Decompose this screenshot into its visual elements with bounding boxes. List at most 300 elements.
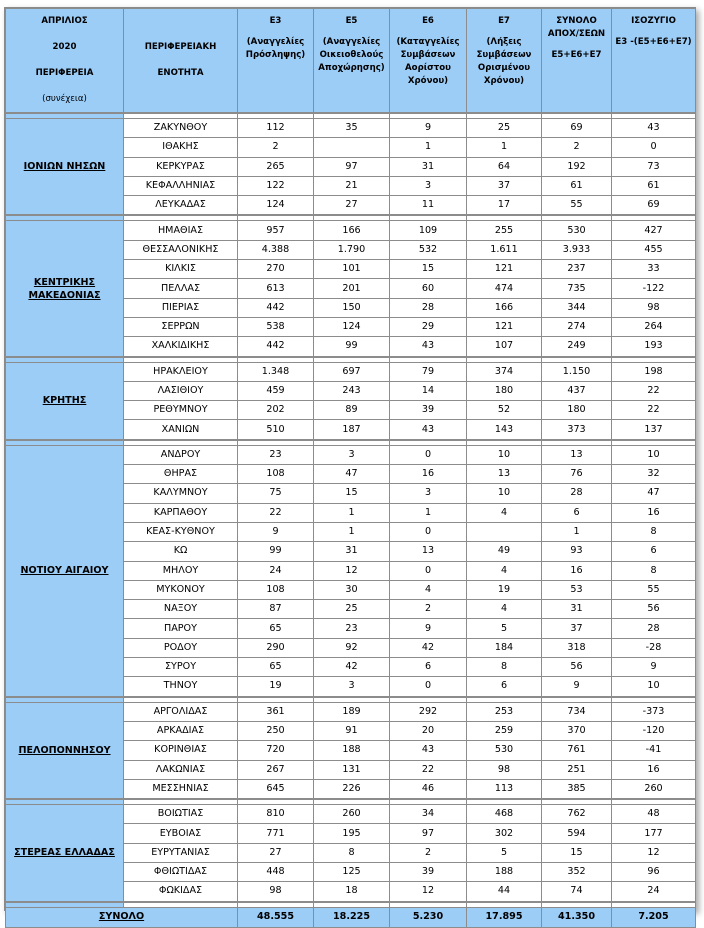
value-cell: 24 bbox=[612, 882, 696, 902]
value-cell: 27 bbox=[314, 196, 390, 216]
value-cell: 21 bbox=[314, 176, 390, 195]
value-cell: 121 bbox=[467, 260, 542, 279]
value-cell: 98 bbox=[612, 298, 696, 317]
value-cell: 31 bbox=[390, 157, 467, 176]
value-cell: 53 bbox=[542, 580, 612, 599]
value-cell: 99 bbox=[238, 542, 314, 561]
header-continued: (συνέχεια) bbox=[42, 94, 87, 104]
value-cell: 255 bbox=[467, 221, 542, 240]
value-cell: 532 bbox=[390, 240, 467, 259]
value-cell: 250 bbox=[238, 721, 314, 740]
regional-unit-cell: ΚΑΡΠΑΘΟΥ bbox=[124, 503, 238, 522]
header-e5-line3: Αποχώρησης) bbox=[318, 63, 385, 73]
value-cell: 65 bbox=[238, 619, 314, 638]
regional-unit-cell: ΛΑΣΙΘΙΟΥ bbox=[124, 381, 238, 400]
value-cell: 97 bbox=[390, 824, 467, 843]
value-cell: 180 bbox=[467, 381, 542, 400]
value-cell: 61 bbox=[542, 176, 612, 195]
value-cell: 260 bbox=[612, 779, 696, 799]
total-value-cell: 17.895 bbox=[467, 907, 542, 927]
value-cell: 3.933 bbox=[542, 240, 612, 259]
value-cell: 10 bbox=[467, 445, 542, 464]
value-cell: 1 bbox=[314, 503, 390, 522]
value-cell: 13 bbox=[467, 465, 542, 484]
header-e7-line3: Ορισμένου bbox=[477, 63, 531, 73]
value-cell: 292 bbox=[390, 702, 467, 721]
value-cell: 43 bbox=[390, 420, 467, 440]
value-cell: 124 bbox=[238, 196, 314, 216]
value-cell: 19 bbox=[467, 580, 542, 599]
value-cell: 52 bbox=[467, 401, 542, 420]
value-cell: 97 bbox=[314, 157, 390, 176]
value-cell: 24 bbox=[238, 561, 314, 580]
value-cell: -373 bbox=[612, 702, 696, 721]
value-cell: 91 bbox=[314, 721, 390, 740]
regional-unit-cell: ΑΡΓΟΛΙΔΑΣ bbox=[124, 702, 238, 721]
value-cell: 226 bbox=[314, 779, 390, 799]
value-cell: 13 bbox=[390, 542, 467, 561]
value-cell: 121 bbox=[467, 317, 542, 336]
header-e6-line2: Συμβάσεων bbox=[400, 50, 456, 60]
value-cell: 538 bbox=[238, 317, 314, 336]
value-cell: 22 bbox=[390, 760, 467, 779]
value-cell: 39 bbox=[390, 862, 467, 881]
value-cell: 771 bbox=[238, 824, 314, 843]
value-cell: 259 bbox=[467, 721, 542, 740]
value-cell: 6 bbox=[612, 542, 696, 561]
value-cell: 370 bbox=[542, 721, 612, 740]
value-cell: 17 bbox=[467, 196, 542, 216]
value-cell: 74 bbox=[542, 882, 612, 902]
regional-unit-cell: ΣΕΡΡΩΝ bbox=[124, 317, 238, 336]
value-cell: 468 bbox=[467, 805, 542, 824]
value-cell: 99 bbox=[314, 337, 390, 357]
regional-unit-cell: ΚΟΡΙΝΘΙΑΣ bbox=[124, 741, 238, 760]
value-cell: 75 bbox=[238, 484, 314, 503]
header-e7-line4: Χρόνου) bbox=[483, 76, 525, 86]
header-total-line3: Ε5+Ε6+Ε7 bbox=[551, 50, 602, 60]
value-cell: 302 bbox=[467, 824, 542, 843]
header-balance bbox=[612, 9, 696, 114]
regional-unit-cell: ΗΡΑΚΛΕΙΟΥ bbox=[124, 362, 238, 381]
header-regional-unit bbox=[124, 9, 238, 114]
value-cell: 645 bbox=[238, 779, 314, 799]
regional-unit-cell: ΚΙΛΚΙΣ bbox=[124, 260, 238, 279]
value-cell: 6 bbox=[467, 677, 542, 697]
value-cell: 10 bbox=[612, 445, 696, 464]
regional-unit-cell: ΦΩΚΙΔΑΣ bbox=[124, 882, 238, 902]
value-cell: 8 bbox=[314, 843, 390, 862]
value-cell: 177 bbox=[612, 824, 696, 843]
value-cell: -41 bbox=[612, 741, 696, 760]
total-label: ΣΥΝΟΛΟ bbox=[6, 907, 238, 927]
value-cell: 270 bbox=[238, 260, 314, 279]
total-value-cell: 41.350 bbox=[542, 907, 612, 927]
value-cell: 43 bbox=[612, 119, 696, 138]
header-e5-line1: (Αναγγελίες bbox=[322, 37, 381, 47]
value-cell: 55 bbox=[542, 196, 612, 216]
value-cell: 6 bbox=[390, 658, 467, 677]
value-cell: 0 bbox=[390, 445, 467, 464]
value-cell: 101 bbox=[314, 260, 390, 279]
value-cell: 1 bbox=[542, 522, 612, 541]
value-cell: 92 bbox=[314, 638, 390, 657]
value-cell: 9 bbox=[238, 522, 314, 541]
value-cell: 49 bbox=[467, 542, 542, 561]
value-cell: 42 bbox=[314, 658, 390, 677]
value-cell: 1.790 bbox=[314, 240, 390, 259]
value-cell: 1.150 bbox=[542, 362, 612, 381]
value-cell: 594 bbox=[542, 824, 612, 843]
header-e7 bbox=[467, 9, 542, 114]
value-cell: 12 bbox=[612, 843, 696, 862]
value-cell: 318 bbox=[542, 638, 612, 657]
header-e6-line3: Αορίστου bbox=[405, 63, 451, 73]
value-cell: 264 bbox=[612, 317, 696, 336]
value-cell: 957 bbox=[238, 221, 314, 240]
value-cell: 79 bbox=[390, 362, 467, 381]
header-e3-line1: (Αναγγελίες bbox=[246, 37, 305, 47]
region-name-cell: ΠΕΛΟΠΟΝΝΗΣΟΥ bbox=[6, 702, 124, 799]
value-cell: 98 bbox=[238, 882, 314, 902]
employment-flows-table bbox=[5, 8, 696, 928]
regional-unit-cell: ΣΥΡΟΥ bbox=[124, 658, 238, 677]
value-cell: 32 bbox=[612, 465, 696, 484]
value-cell: 12 bbox=[314, 561, 390, 580]
value-cell: 16 bbox=[612, 503, 696, 522]
value-cell: 96 bbox=[612, 862, 696, 881]
value-cell: 124 bbox=[314, 317, 390, 336]
regional-unit-cell: ΛΑΚΩΝΙΑΣ bbox=[124, 760, 238, 779]
value-cell: 55 bbox=[612, 580, 696, 599]
value-cell: 60 bbox=[390, 279, 467, 298]
value-cell: 28 bbox=[390, 298, 467, 317]
header-e6-line4: Χρόνου) bbox=[407, 76, 449, 86]
value-cell: 122 bbox=[238, 176, 314, 195]
region-name-cell: ΚΡΗΤΗΣ bbox=[6, 362, 124, 440]
value-cell: 4.388 bbox=[238, 240, 314, 259]
regional-unit-cell: ΠΙΕΡΙΑΣ bbox=[124, 298, 238, 317]
value-cell: 267 bbox=[238, 760, 314, 779]
regional-unit-cell: ΚΑΛΥΜΝΟΥ bbox=[124, 484, 238, 503]
value-cell: 109 bbox=[390, 221, 467, 240]
value-cell: 8 bbox=[612, 522, 696, 541]
value-cell: 265 bbox=[238, 157, 314, 176]
regional-unit-cell: ΠΑΡΟΥ bbox=[124, 619, 238, 638]
value-cell: 9 bbox=[390, 119, 467, 138]
header-e7-code: Ε7 bbox=[498, 16, 510, 26]
value-cell: 16 bbox=[612, 760, 696, 779]
value-cell: 65 bbox=[238, 658, 314, 677]
value-cell: 237 bbox=[542, 260, 612, 279]
value-cell: 1 bbox=[390, 503, 467, 522]
value-cell: 98 bbox=[467, 760, 542, 779]
value-cell: 0 bbox=[390, 522, 467, 541]
region-name-cell: ΣΤΕΡΕΑΣ ΕΛΛΑΔΑΣ bbox=[6, 805, 124, 902]
value-cell: -120 bbox=[612, 721, 696, 740]
total-value-cell: 48.555 bbox=[238, 907, 314, 927]
value-cell: 20 bbox=[390, 721, 467, 740]
regional-unit-cell: ΜΥΚΟΝΟΥ bbox=[124, 580, 238, 599]
value-cell: 9 bbox=[612, 658, 696, 677]
value-cell: 18 bbox=[314, 882, 390, 902]
value-cell: -28 bbox=[612, 638, 696, 657]
value-cell: 202 bbox=[238, 401, 314, 420]
value-cell: 64 bbox=[467, 157, 542, 176]
value-cell: 8 bbox=[467, 658, 542, 677]
value-cell: 30 bbox=[314, 580, 390, 599]
value-cell: 14 bbox=[390, 381, 467, 400]
value-cell: 193 bbox=[612, 337, 696, 357]
header-unit-line2: ΕΝΟΤΗΤΑ bbox=[157, 68, 204, 78]
value-cell: 3 bbox=[314, 445, 390, 464]
value-cell: 0 bbox=[612, 138, 696, 157]
header-e6 bbox=[390, 9, 467, 114]
value-cell: 437 bbox=[542, 381, 612, 400]
header-e6-line1: (Καταγγελίες bbox=[396, 37, 460, 47]
region-name-cell: ΚΕΝΤΡΙΚΗΣ ΜΑΚΕΔΟΝΙΑΣ bbox=[6, 221, 124, 357]
regional-unit-cell: ΘΗΡΑΣ bbox=[124, 465, 238, 484]
value-cell: 510 bbox=[238, 420, 314, 440]
value-cell: 15 bbox=[542, 843, 612, 862]
value-cell: 29 bbox=[390, 317, 467, 336]
header-e6-code: Ε6 bbox=[422, 16, 434, 26]
value-cell: 188 bbox=[467, 862, 542, 881]
value-cell: 374 bbox=[467, 362, 542, 381]
value-cell: 189 bbox=[314, 702, 390, 721]
value-cell: 184 bbox=[467, 638, 542, 657]
regional-unit-cell: ΜΗΛΟΥ bbox=[124, 561, 238, 580]
value-cell: 735 bbox=[542, 279, 612, 298]
value-cell: 4 bbox=[467, 503, 542, 522]
value-cell: 2 bbox=[542, 138, 612, 157]
regional-unit-cell: ΖΑΚΥΝΘΟΥ bbox=[124, 119, 238, 138]
value-cell: 442 bbox=[238, 337, 314, 357]
header-e7-line1: (Λήξεις bbox=[486, 37, 522, 47]
value-cell: 352 bbox=[542, 862, 612, 881]
value-cell: 253 bbox=[467, 702, 542, 721]
value-cell: 56 bbox=[542, 658, 612, 677]
region-name-cell: ΙΟΝΙΩΝ ΝΗΣΩΝ bbox=[6, 119, 124, 216]
total-row bbox=[6, 907, 696, 927]
value-cell: 361 bbox=[238, 702, 314, 721]
value-cell: 810 bbox=[238, 805, 314, 824]
value-cell: 37 bbox=[542, 619, 612, 638]
value-cell: 1.348 bbox=[238, 362, 314, 381]
value-cell: 4 bbox=[467, 600, 542, 619]
table-row bbox=[6, 702, 696, 721]
value-cell: 0 bbox=[390, 561, 467, 580]
header-month: ΑΠΡΙΛΙΟΣ bbox=[41, 16, 88, 26]
value-cell: 188 bbox=[314, 741, 390, 760]
regional-unit-cell: ΝΑΞΟΥ bbox=[124, 600, 238, 619]
value-cell: 69 bbox=[542, 119, 612, 138]
value-cell: 69 bbox=[612, 196, 696, 216]
value-cell: 108 bbox=[238, 580, 314, 599]
value-cell: 27 bbox=[238, 843, 314, 862]
regional-unit-cell: ΑΡΚΑΔΙΑΣ bbox=[124, 721, 238, 740]
value-cell: 427 bbox=[612, 221, 696, 240]
region-name-cell: ΝΟΤΙΟΥ ΑΙΓΑΙΟΥ bbox=[6, 445, 124, 696]
value-cell: 87 bbox=[238, 600, 314, 619]
regional-unit-cell: ΡΕΘΥΜΝΟΥ bbox=[124, 401, 238, 420]
value-cell: 137 bbox=[612, 420, 696, 440]
value-cell: 243 bbox=[314, 381, 390, 400]
value-cell: 11 bbox=[390, 196, 467, 216]
value-cell: 180 bbox=[542, 401, 612, 420]
value-cell: 39 bbox=[390, 401, 467, 420]
value-cell: 530 bbox=[467, 741, 542, 760]
table-row bbox=[6, 445, 696, 464]
header-total-line2: ΑΠΟΧ/ΣΕΩΝ bbox=[547, 29, 606, 39]
value-cell: 720 bbox=[238, 741, 314, 760]
regional-unit-cell: ΡΟΔΟΥ bbox=[124, 638, 238, 657]
value-cell: 43 bbox=[390, 741, 467, 760]
value-cell: 3 bbox=[314, 677, 390, 697]
header-e3-line2: Πρόσληψης) bbox=[245, 50, 306, 60]
value-cell: 195 bbox=[314, 824, 390, 843]
header-e5-line2: Οικειοθελούς bbox=[319, 50, 384, 60]
header-e7-line2: Συμβάσεων bbox=[476, 50, 532, 60]
value-cell: 1 bbox=[390, 138, 467, 157]
value-cell: 43 bbox=[390, 337, 467, 357]
regional-unit-cell: ΕΥΒΟΙΑΣ bbox=[124, 824, 238, 843]
total-value-cell: 18.225 bbox=[314, 907, 390, 927]
value-cell: 192 bbox=[542, 157, 612, 176]
value-cell: 25 bbox=[314, 600, 390, 619]
value-cell: 9 bbox=[542, 677, 612, 697]
value-cell: 22 bbox=[238, 503, 314, 522]
total-value-cell: 7.205 bbox=[612, 907, 696, 927]
regional-unit-cell: ΛΕΥΚΑΔΑΣ bbox=[124, 196, 238, 216]
value-cell: 455 bbox=[612, 240, 696, 259]
value-cell: 2 bbox=[238, 138, 314, 157]
header-region: ΠΕΡΙΦΕΡΕΙΑ bbox=[35, 68, 94, 78]
value-cell: 166 bbox=[467, 298, 542, 317]
header-balance-line1: ΙΣΟΖΥΓΙΟ bbox=[631, 16, 676, 26]
value-cell: 6 bbox=[542, 503, 612, 522]
value-cell: 166 bbox=[314, 221, 390, 240]
report-frame bbox=[4, 7, 696, 923]
value-cell: 125 bbox=[314, 862, 390, 881]
table-row bbox=[6, 221, 696, 240]
value-cell: 42 bbox=[390, 638, 467, 657]
value-cell: 373 bbox=[542, 420, 612, 440]
table-row bbox=[6, 805, 696, 824]
value-cell bbox=[467, 522, 542, 541]
header-unit-line1: ΠΕΡΙΦΕΡΕΙΑΚΗ bbox=[144, 42, 217, 52]
value-cell: 31 bbox=[314, 542, 390, 561]
value-cell: 22 bbox=[612, 401, 696, 420]
value-cell: 762 bbox=[542, 805, 612, 824]
value-cell: 734 bbox=[542, 702, 612, 721]
table-row bbox=[6, 362, 696, 381]
value-cell: 4 bbox=[467, 561, 542, 580]
value-cell: 1 bbox=[314, 522, 390, 541]
value-cell: 15 bbox=[390, 260, 467, 279]
regional-unit-cell: ΒΟΙΩΤΙΑΣ bbox=[124, 805, 238, 824]
value-cell: 2 bbox=[390, 843, 467, 862]
value-cell: 33 bbox=[612, 260, 696, 279]
value-cell: 459 bbox=[238, 381, 314, 400]
value-cell: 37 bbox=[467, 176, 542, 195]
value-cell: 344 bbox=[542, 298, 612, 317]
value-cell: 13 bbox=[542, 445, 612, 464]
value-cell: 290 bbox=[238, 638, 314, 657]
value-cell: 274 bbox=[542, 317, 612, 336]
value-cell: 23 bbox=[314, 619, 390, 638]
value-cell: 46 bbox=[390, 779, 467, 799]
value-cell: 28 bbox=[542, 484, 612, 503]
value-cell: 3 bbox=[390, 484, 467, 503]
value-cell: 3 bbox=[390, 176, 467, 195]
value-cell: 530 bbox=[542, 221, 612, 240]
value-cell: 113 bbox=[467, 779, 542, 799]
value-cell: 187 bbox=[314, 420, 390, 440]
regional-unit-cell: ΧΑΝΙΩΝ bbox=[124, 420, 238, 440]
header-total-line1: ΣΥΝΟΛΟ bbox=[556, 16, 597, 26]
value-cell: 47 bbox=[314, 465, 390, 484]
value-cell: 251 bbox=[542, 760, 612, 779]
value-cell: 93 bbox=[542, 542, 612, 561]
regional-unit-cell: ΕΥΡΥΤΑΝΙΑΣ bbox=[124, 843, 238, 862]
header-row bbox=[6, 9, 696, 114]
value-cell: 10 bbox=[612, 677, 696, 697]
value-cell: 16 bbox=[542, 561, 612, 580]
value-cell: 1 bbox=[467, 138, 542, 157]
value-cell: 1.611 bbox=[467, 240, 542, 259]
regional-unit-cell: ΑΝΔΡΟΥ bbox=[124, 445, 238, 464]
table-row bbox=[6, 119, 696, 138]
value-cell: 4 bbox=[390, 580, 467, 599]
value-cell: 474 bbox=[467, 279, 542, 298]
value-cell: 448 bbox=[238, 862, 314, 881]
header-e3-code: Ε3 bbox=[269, 16, 282, 26]
value-cell: 34 bbox=[390, 805, 467, 824]
value-cell: 9 bbox=[390, 619, 467, 638]
table-body bbox=[6, 113, 696, 927]
value-cell: 0 bbox=[390, 677, 467, 697]
regional-unit-cell: ΦΘΙΩΤΙΔΑΣ bbox=[124, 862, 238, 881]
value-cell: 23 bbox=[238, 445, 314, 464]
value-cell: 201 bbox=[314, 279, 390, 298]
value-cell: 47 bbox=[612, 484, 696, 503]
value-cell: 31 bbox=[542, 600, 612, 619]
header-total-departures bbox=[542, 9, 612, 114]
value-cell: 61 bbox=[612, 176, 696, 195]
value-cell: 22 bbox=[612, 381, 696, 400]
value-cell: 35 bbox=[314, 119, 390, 138]
regional-unit-cell: ΤΗΝΟΥ bbox=[124, 677, 238, 697]
value-cell: 108 bbox=[238, 465, 314, 484]
regional-unit-cell: ΠΕΛΛΑΣ bbox=[124, 279, 238, 298]
header-e5-code: Ε5 bbox=[345, 16, 358, 26]
value-cell: 16 bbox=[390, 465, 467, 484]
value-cell bbox=[314, 138, 390, 157]
value-cell: 143 bbox=[467, 420, 542, 440]
value-cell: 44 bbox=[467, 882, 542, 902]
header-e3 bbox=[238, 9, 314, 114]
value-cell: 249 bbox=[542, 337, 612, 357]
value-cell: 8 bbox=[612, 561, 696, 580]
header-balance-line2: Ε3 -(Ε5+Ε6+Ε7) bbox=[615, 37, 692, 47]
value-cell: 19 bbox=[238, 677, 314, 697]
value-cell: 76 bbox=[542, 465, 612, 484]
value-cell: 73 bbox=[612, 157, 696, 176]
value-cell: 10 bbox=[467, 484, 542, 503]
regional-unit-cell: ΚΕΦΑΛΛΗΝΙΑΣ bbox=[124, 176, 238, 195]
value-cell: 25 bbox=[467, 119, 542, 138]
